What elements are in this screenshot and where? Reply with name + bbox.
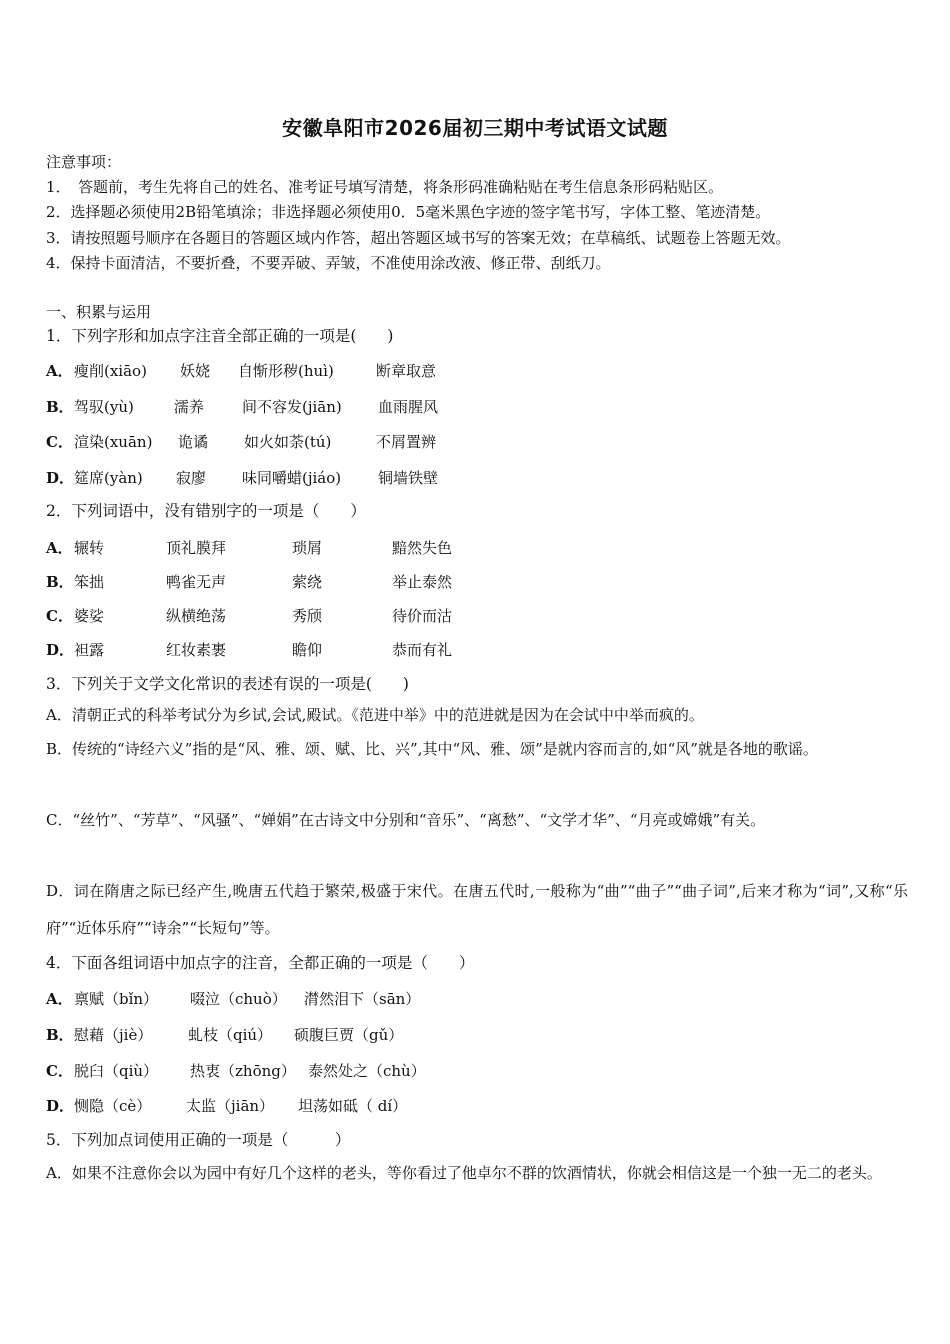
option-letter: B． bbox=[46, 1026, 74, 1044]
question-3-stem: 3．下列关于文学文化常识的表述有误的一项是( ) bbox=[46, 675, 409, 693]
option-word: 血雨腥风 bbox=[378, 398, 439, 416]
option-word: 秀颀 bbox=[292, 607, 323, 625]
option-word: 筵席(yàn) bbox=[74, 469, 143, 487]
option-word: 婆娑 bbox=[74, 607, 105, 625]
option-letter: D． bbox=[46, 641, 75, 659]
q3-option-d: D．词在隋唐之际已经产生,晚唐五代趋于繁荣,极盛于宋代。在唐五代时,一般称为“曲”“曲子”“曲子词”,后来才称为“词”,又称“乐府”“近体乐府”“诗余”“长短句”等。 bbox=[46, 882, 908, 937]
option-word: 如火如荼(tú) bbox=[244, 433, 332, 451]
option-word: 虬枝（qiú） bbox=[188, 1026, 273, 1044]
option-word: 潸然泪下（sān） bbox=[304, 990, 421, 1008]
q5-option-a: A．如果不注意你会以为园中有好几个这样的老头，等你看过了他卓尔不群的饮酒情状，你就会相信这是一个独一无二的老头。 bbox=[46, 1164, 882, 1182]
option-word: 诡谲 bbox=[178, 433, 209, 451]
option-word: 恻隐（cè） bbox=[74, 1097, 152, 1115]
option-letter: C． bbox=[46, 1062, 73, 1080]
question-1-stem: 1．下列字形和加点字注音全部正确的一项是( ) bbox=[46, 327, 394, 345]
option-word: 瘦削(xiāo) bbox=[74, 362, 147, 380]
option-word: 断章取意 bbox=[376, 362, 437, 380]
option-word: 琐屑 bbox=[292, 539, 323, 557]
option-word: 袒露 bbox=[74, 641, 105, 659]
option-word: 恭而有礼 bbox=[392, 641, 453, 659]
option-letter: D． bbox=[46, 469, 75, 487]
option-word: 鸭雀无声 bbox=[166, 573, 227, 591]
option-letter: B． bbox=[46, 573, 74, 591]
option-word: 泰然处之（chù） bbox=[308, 1062, 426, 1080]
option-word: 红妆素裹 bbox=[166, 641, 227, 659]
option-word: 妖娆 bbox=[180, 362, 211, 380]
option-word: 自惭形秽(huì) bbox=[238, 362, 334, 380]
option-word: 瞻仰 bbox=[292, 641, 323, 659]
notice-heading: 注意事项： bbox=[46, 153, 122, 171]
option-word: 脱臼（qiù） bbox=[74, 1062, 159, 1080]
notice-item: 1． 答题前，考生先将自己的姓名、准考证号填写清楚，将条形码准确粘贴在考生信息条形码粘贴区。 bbox=[46, 178, 724, 196]
option-word: 濡养 bbox=[174, 398, 205, 416]
section-heading: 一、积累与运用 bbox=[46, 303, 152, 321]
option-word: 萦绕 bbox=[292, 573, 323, 591]
option-word: 坦荡如砥（ dí） bbox=[298, 1097, 408, 1115]
option-word: 太监（jiān） bbox=[186, 1097, 275, 1115]
option-word: 热衷（zhōng） bbox=[190, 1062, 296, 1080]
option-word: 顶礼膜拜 bbox=[166, 539, 227, 557]
option-letter: D． bbox=[46, 1097, 75, 1115]
option-word: 硕腹巨贾（gǔ） bbox=[294, 1026, 404, 1044]
question-5-stem: 5．下列加点词使用正确的一项是（ ） bbox=[46, 1131, 351, 1149]
option-word: 铜墙铁壁 bbox=[378, 469, 439, 487]
option-word: 辗转 bbox=[74, 539, 105, 557]
option-word: 不屑置辨 bbox=[376, 433, 437, 451]
option-word: 寂廖 bbox=[176, 469, 207, 487]
notice-item: 3．请按照题号顺序在各题目的答题区域内作答，超出答题区域书写的答案无效；在草稿纸、试题卷上答题无效。 bbox=[46, 229, 791, 247]
notice-item: 4．保持卡面清洁，不要折叠，不要弄破、弄皱，不准使用涂改液、修正带、刮纸刀。 bbox=[46, 254, 611, 272]
option-word: 举止泰然 bbox=[392, 573, 453, 591]
option-word: 啜泣（chuò） bbox=[190, 990, 287, 1008]
q3-option-a: A．清朝正式的科举考试分为乡试,会试,殿试。《范进中举》中的范进就是因为在会试中中举而疯的。 bbox=[46, 706, 704, 724]
option-letter: C． bbox=[46, 607, 73, 625]
option-word: 待价而沽 bbox=[392, 607, 453, 625]
notice-item: 2．选择题必须使用2B铅笔填涂；非选择题必须使用0．5毫米黑色字迹的签字笔书写，字体工整、笔迹清楚。 bbox=[46, 203, 771, 221]
option-letter: A． bbox=[46, 539, 73, 557]
page-title: 安徽阜阳市2026届初三期中考试语文试题 bbox=[282, 116, 668, 140]
option-word: 味同嚼蜡(jiáo) bbox=[242, 469, 342, 487]
q3-option-b: B．传统的“诗经六义”指的是“风、雅、颂、赋、比、兴”,其中“风、雅、颂”是就内容而言的,如“风”就是各地的歌谣。 bbox=[46, 740, 818, 758]
option-letter: C． bbox=[46, 433, 73, 451]
option-word: 禀赋（bǐn） bbox=[74, 990, 159, 1008]
option-word: 渲染(xuān) bbox=[74, 433, 153, 451]
question-4-stem: 4．下面各组词语中加点字的注音，全都正确的一项是（ ） bbox=[46, 954, 475, 972]
option-word: 驾驭(yù) bbox=[74, 398, 134, 416]
question-2-stem: 2．下列词语中，没有错别字的一项是（ ） bbox=[46, 502, 366, 520]
option-letter: A． bbox=[46, 362, 73, 380]
option-word: 慰藉（jiè） bbox=[74, 1026, 153, 1044]
option-word: 笨拙 bbox=[74, 573, 105, 591]
option-letter: B． bbox=[46, 398, 74, 416]
option-word: 黯然失色 bbox=[392, 539, 453, 557]
option-letter: A． bbox=[46, 990, 73, 1008]
option-word: 纵横绝荡 bbox=[166, 607, 227, 625]
option-word: 间不容发(jiān) bbox=[242, 398, 342, 416]
q3-option-c: C．“丝竹”、“芳草”、“风骚”、“婵娟”在古诗文中分别和“音乐”、“离愁”、“文学才华”、“月亮或嫦娥”有关。 bbox=[46, 811, 766, 829]
